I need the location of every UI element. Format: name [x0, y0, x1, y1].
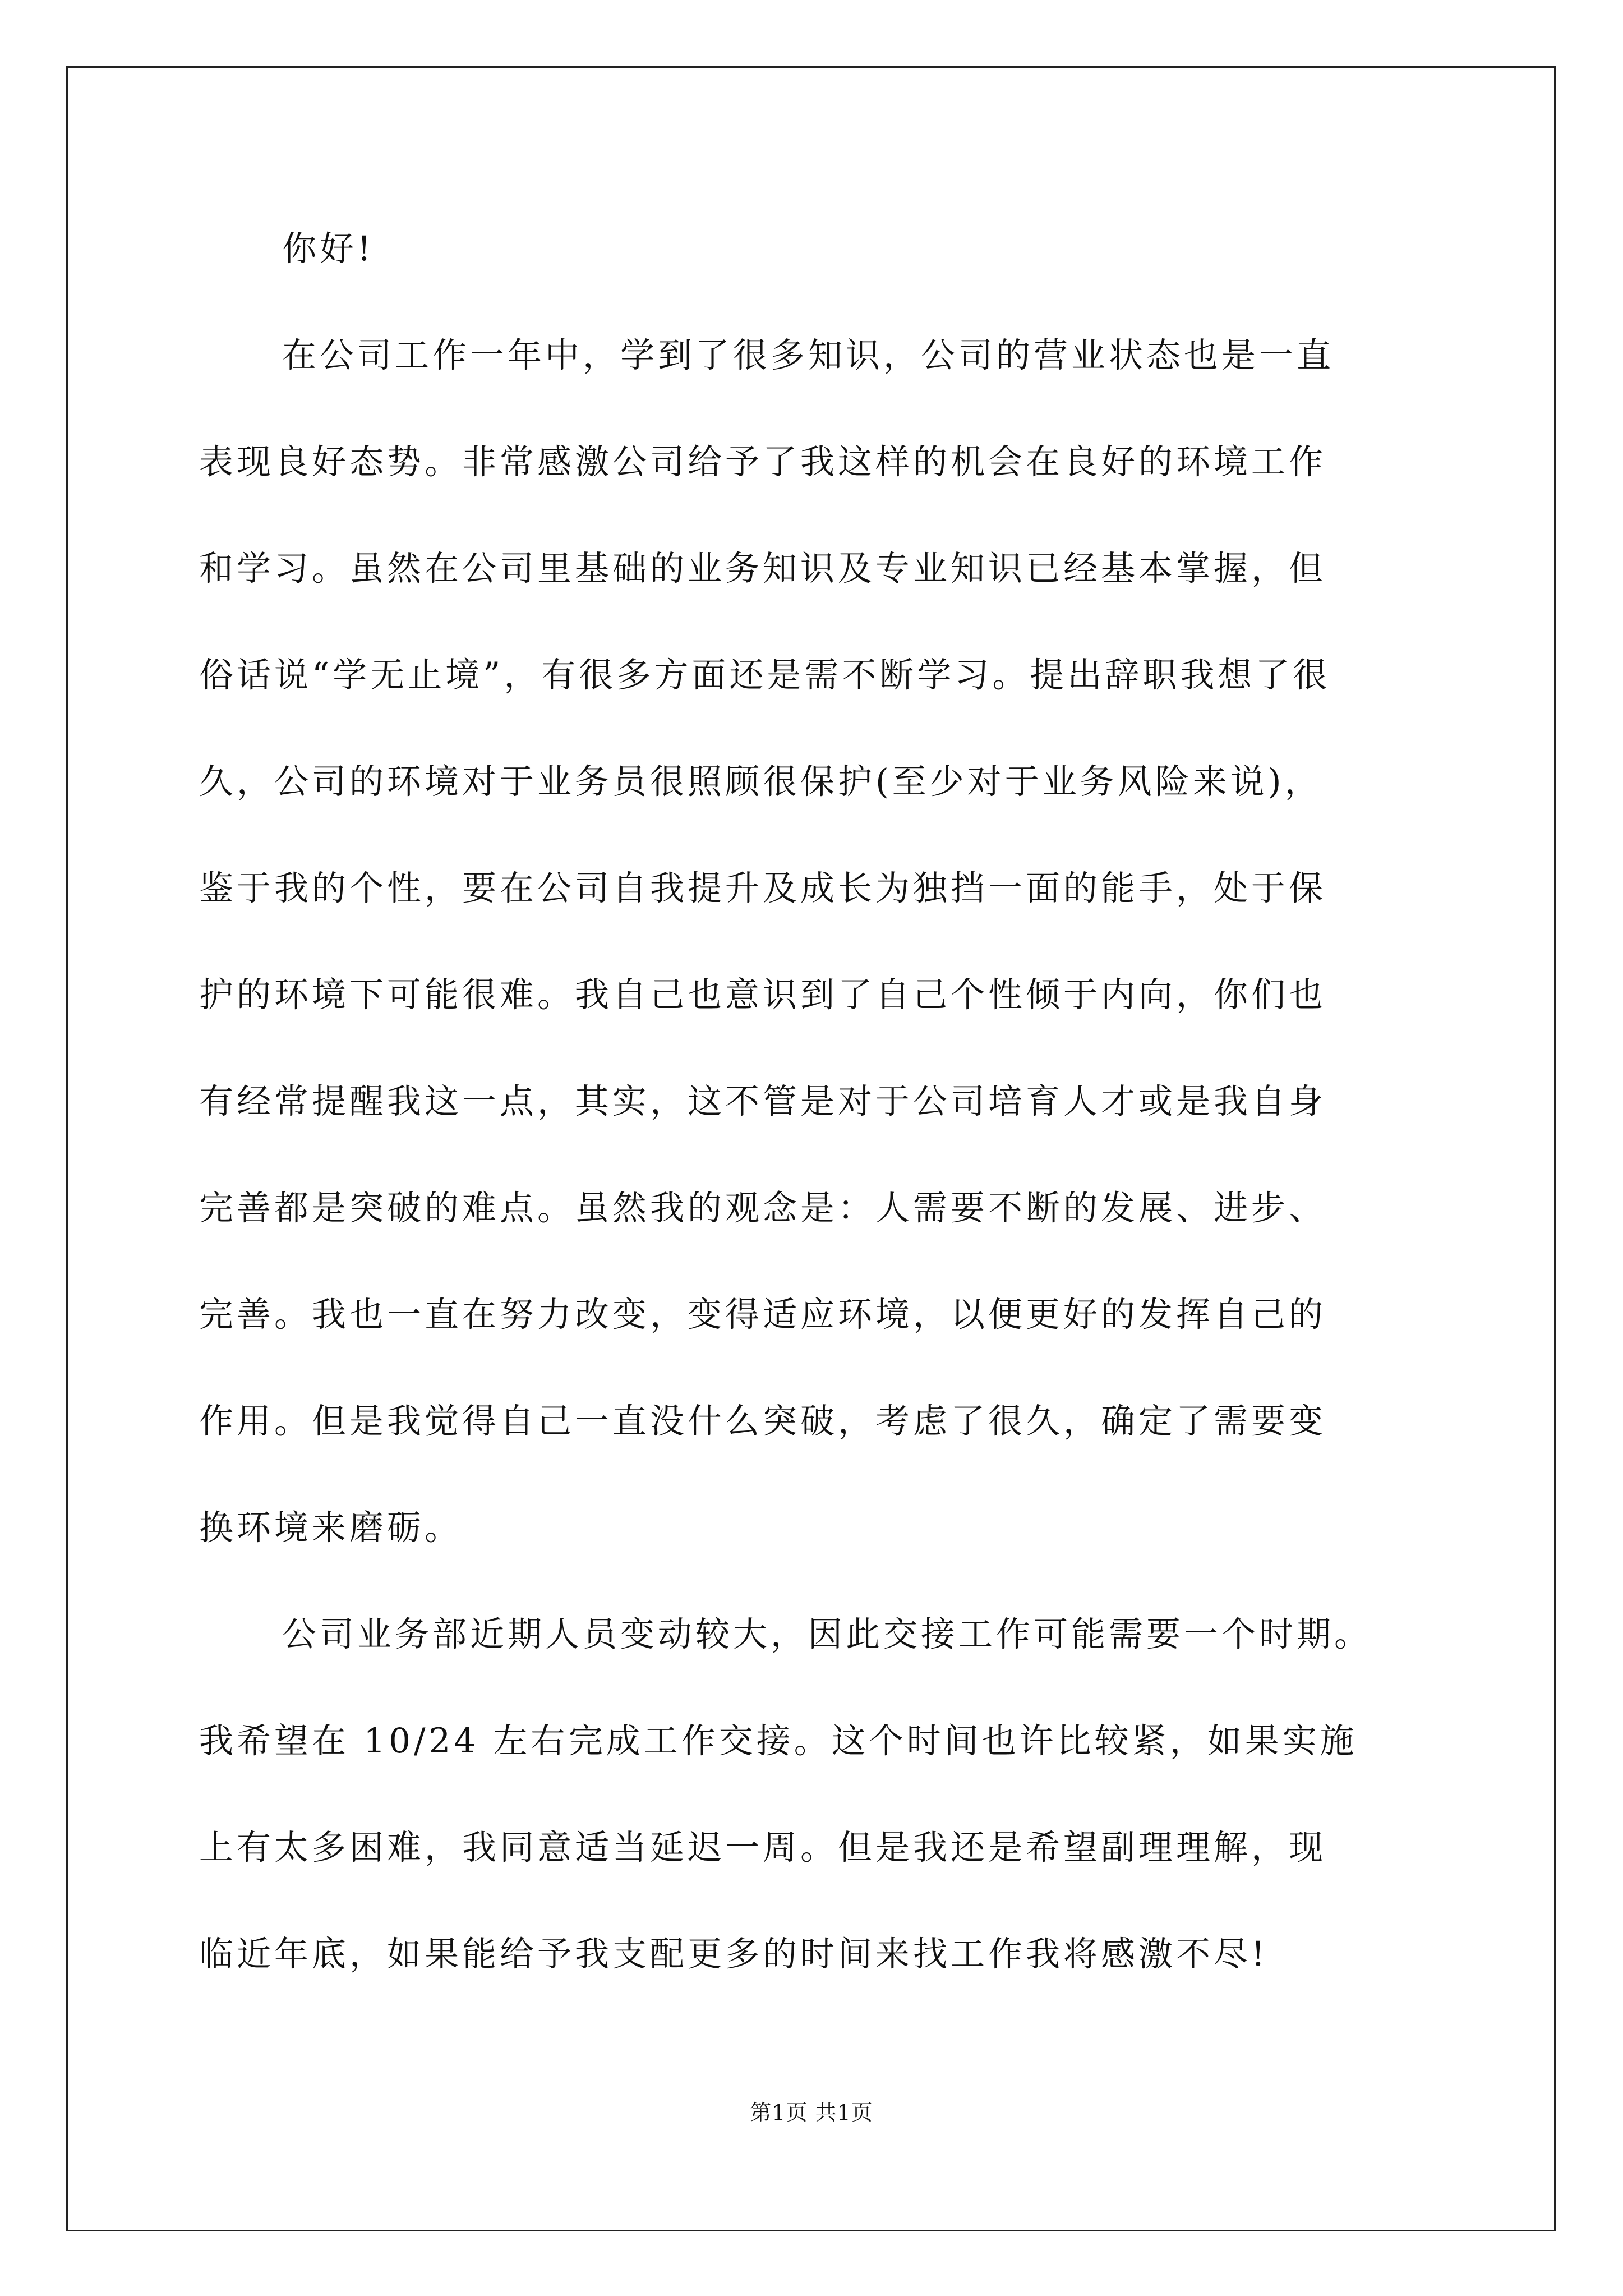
paragraph-2-line: 公司业务部近期人员变动较大，因此交接工作可能需要一个时期。 — [282, 1614, 1372, 1654]
paragraph-1-line: 有经常提醒我这一点，其实，这不管是对于公司培育人才或是我自身 — [199, 1082, 1327, 1121]
greeting: 你好! — [282, 229, 375, 269]
paragraph-1-line: 完善。我也一直在努力改变，变得适应环境，以便更好的发挥自己的 — [199, 1295, 1327, 1335]
paragraph-2-line: 我希望在 10/24 左右完成工作交接。这个时间也许比较紧，如果实施 — [199, 1721, 1358, 1761]
paragraph-1-line: 鉴于我的个性，要在公司自我提升及成长为独挡一面的能手，处于保 — [199, 868, 1327, 908]
page-number-footer: 第1页 共1页 — [750, 2100, 873, 2125]
paragraph-1-line: 表现良好态势。非常感激公司给予了我这样的机会在良好的环境工作 — [199, 442, 1327, 482]
paragraph-1-line: 换环境来磨砺。 — [199, 1508, 463, 1548]
paragraph-1-line: 护的环境下可能很难。我自己也意识到了自己个性倾于内向，你们也 — [199, 975, 1327, 1015]
paragraph-1-line: 和学习。虽然在公司里基础的业务知识及专业知识已经基本掌握，但 — [199, 549, 1327, 588]
paragraph-1-line: 在公司工作一年中，学到了很多知识，公司的营业状态也是一直 — [282, 335, 1335, 375]
paragraph-1-line: 完善都是突破的难点。虽然我的观念是：人需要不断的发展、进步、 — [199, 1188, 1327, 1228]
paragraph-1-line: 作用。但是我觉得自己一直没什么突破，考虑了很久，确定了需要变 — [199, 1401, 1327, 1441]
letter-body — [199, 222, 1433, 2033]
paragraph-1-line: 久，公司的环境对于业务员很照顾很保护(至少对于业务风险来说)， — [199, 762, 1322, 802]
paragraph-2-line: 上有太多困难，我同意适当延迟一周。但是我还是希望副理理解，现 — [199, 1828, 1327, 1867]
paragraph-2-line: 临近年底，如果能给予我支配更多的时间来找工作我将感激不尽! — [199, 1934, 1269, 1974]
paragraph-1-line: 俗话说“学无止境”，有很多方面还是需不断学习。提出辞职我想了很 — [199, 655, 1331, 695]
